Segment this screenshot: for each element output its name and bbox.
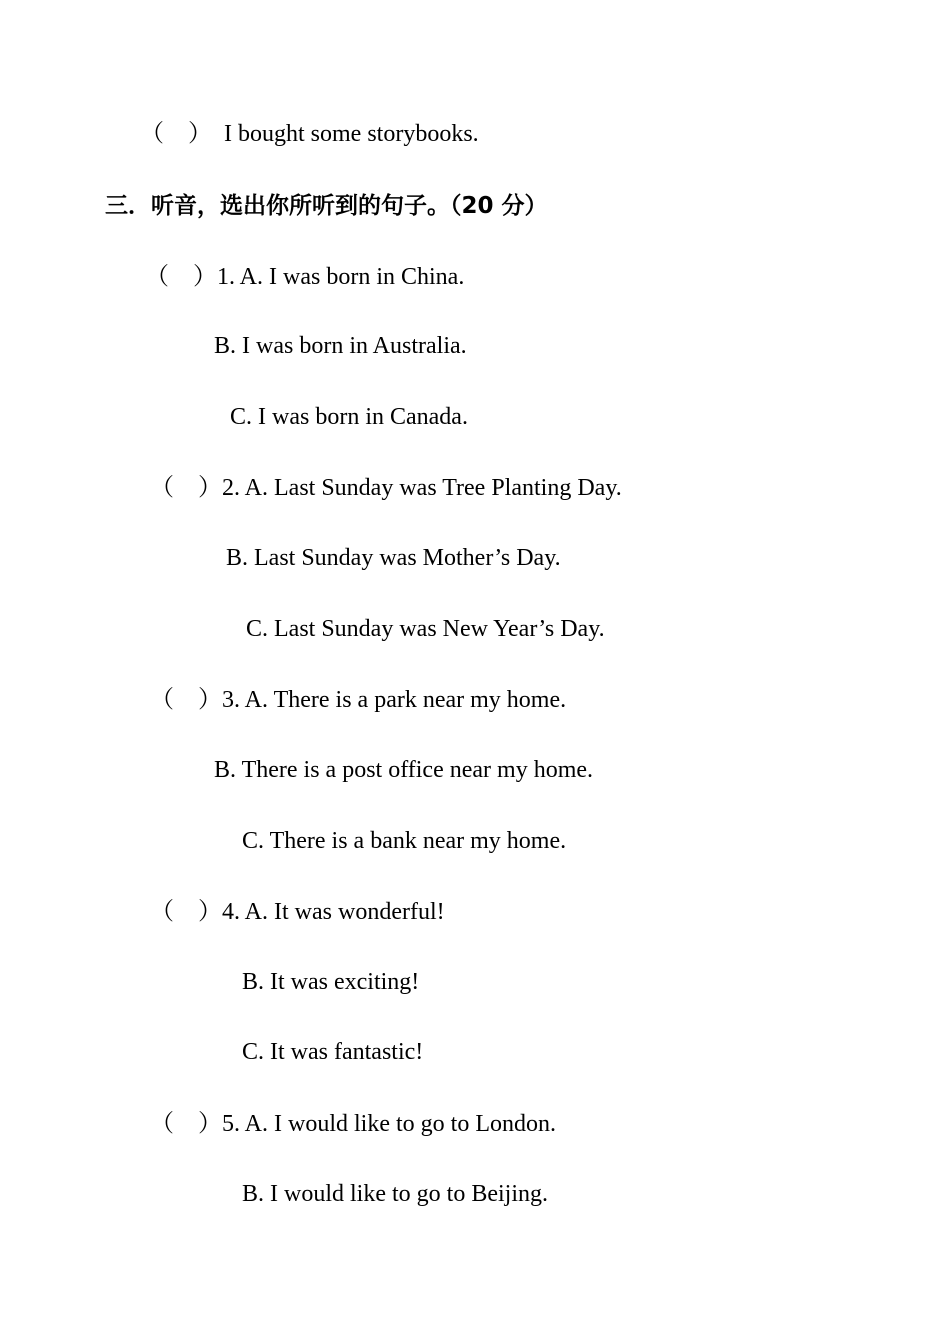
question-3-option-b: B. There is a post office near my home. [214, 757, 594, 783]
question-2-option-b: B. Last Sunday was Mother’s Day. [226, 545, 561, 571]
option-a-text: 5. A. I would like to go to London. [222, 1111, 556, 1137]
option-a-text: 3. A. There is a park near my home. [222, 687, 567, 713]
question-4-option-b: B. It was exciting! [242, 969, 420, 995]
option-a-text: 2. A. Last Sunday was Tree Planting Day. [222, 475, 622, 501]
answer-bracket: （ ） [150, 1111, 222, 1137]
question-1-option-a [145, 262, 464, 292]
answer-bracket: （ ） [140, 121, 212, 147]
question-2-option-c: C. Last Sunday was New Year’s Day. [246, 616, 605, 642]
answer-bracket: （ ） [145, 264, 217, 290]
question-4-option-c: C. It was fantastic! [242, 1039, 424, 1065]
question-3-option-c: C. There is a bank near my home. [242, 828, 567, 854]
question-4-option-a [150, 897, 445, 927]
prev-item [140, 119, 479, 149]
question-2-option-a [150, 473, 622, 503]
option-a-text: 1. A. I was born in China. [217, 264, 465, 290]
option-a-text: 4. A. It was wonderful! [222, 899, 445, 925]
question-5-option-a [150, 1109, 556, 1139]
question-1-option-b: B. I was born in Australia. [214, 333, 467, 359]
answer-bracket: （ ） [150, 475, 222, 501]
prev-item-text: I bought some storybooks. [224, 121, 479, 147]
section-title: 三．听音，选出你所听到的句子。（20 分） [105, 193, 548, 219]
answer-bracket: （ ） [150, 899, 222, 925]
question-5-option-b: B. I would like to go to Beijing. [242, 1181, 548, 1207]
question-1-option-c: C. I was born in Canada. [230, 404, 468, 430]
answer-bracket: （ ） [150, 687, 222, 713]
question-3-option-a [150, 685, 566, 715]
